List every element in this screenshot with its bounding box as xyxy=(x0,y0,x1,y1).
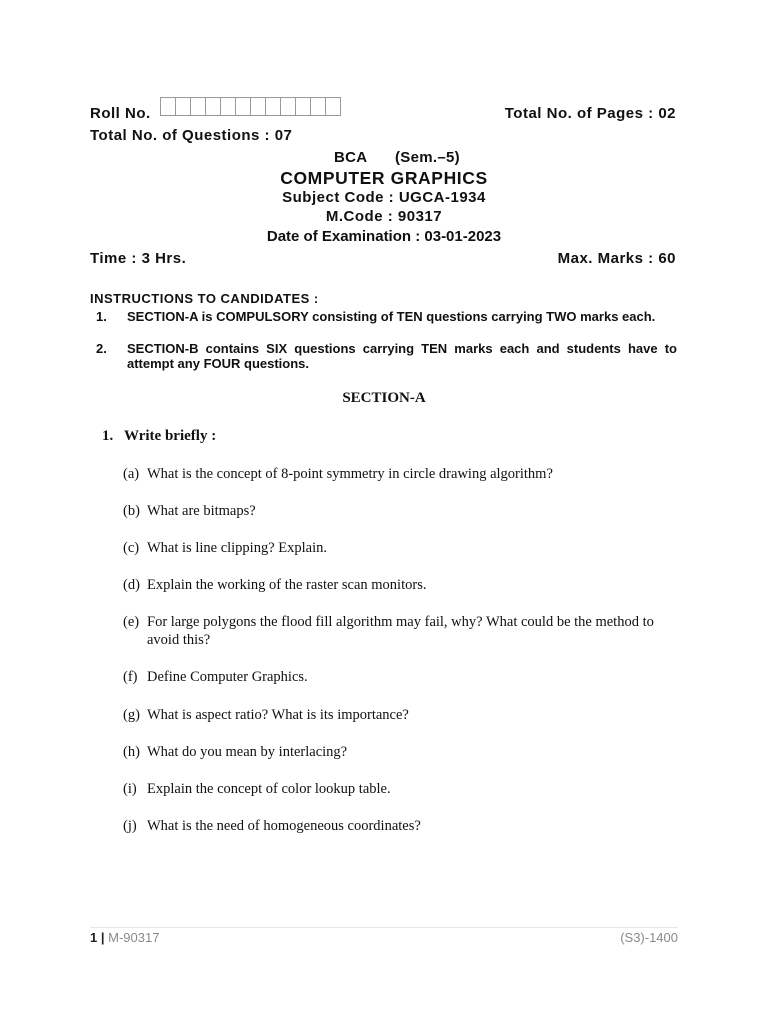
subquestion-text: Explain the concept of color lookup table. xyxy=(147,781,391,797)
subquestion-text: For large polygons the flood fill algorithm may fail, why? What could be the method to avoid this? xyxy=(147,614,654,648)
subquestion-label: (d) xyxy=(123,577,140,593)
page-footer xyxy=(90,927,678,945)
footer-separator: | xyxy=(100,930,105,945)
total-pages: Total No. of Pages : 02 xyxy=(504,105,676,122)
subquestion-text: What do you mean by interlacing? xyxy=(147,744,348,760)
course-name: BCA xyxy=(334,149,368,166)
m-code: M.Code : 90317 xyxy=(325,208,443,225)
subquestion-label: (g) xyxy=(123,707,140,723)
roll-no-label: Roll No. xyxy=(90,105,151,122)
footer-code: M-90317 xyxy=(108,930,160,945)
instructions-heading: INSTRUCTIONS TO CANDIDATES : xyxy=(90,291,319,306)
subquestion-label: (e) xyxy=(123,614,140,630)
time-allowed: Time : 3 Hrs. xyxy=(90,250,187,267)
instruction-number: 2. xyxy=(96,341,107,356)
subquestion-label: (c) xyxy=(123,540,140,556)
question-title: Write briefly : xyxy=(124,428,217,444)
subquestion-text: What are bitmaps? xyxy=(147,503,256,519)
subquestion-text: Define Computer Graphics. xyxy=(147,669,308,685)
page-number: 1 xyxy=(90,930,98,945)
instruction-text: SECTION-A is COMPULSORY consisting of TEN questions carrying TWO marks each. xyxy=(127,309,656,324)
subquestion-label: (j) xyxy=(123,818,137,834)
subquestion-text: What is the need of homogeneous coordinates? xyxy=(147,818,421,834)
subquestion-label: (h) xyxy=(123,744,140,760)
total-questions: Total No. of Questions : 07 xyxy=(90,127,293,144)
subquestion-text: What is line clipping? Explain. xyxy=(147,540,327,556)
question-number: 1. xyxy=(102,428,114,444)
subquestion-label: (b) xyxy=(123,503,140,519)
semester: (Sem.–5) xyxy=(395,149,460,166)
section-title: SECTION-A xyxy=(342,390,426,406)
subquestion-label: (a) xyxy=(123,466,140,482)
subquestion-text: Explain the working of the raster scan monitors. xyxy=(147,577,427,593)
subquestion-text: What is the concept of 8-point symmetry in circle drawing algorithm? xyxy=(147,466,553,482)
footer-print-code: (S3)-1400 xyxy=(620,930,678,945)
exam-date: Date of Examination : 03-01-2023 xyxy=(266,228,502,245)
instruction-number: 1. xyxy=(96,309,107,324)
subquestion-label: (i) xyxy=(123,781,137,797)
max-marks: Max. Marks : 60 xyxy=(557,250,676,267)
subquestion-text: What is aspect ratio? What is its importance? xyxy=(147,707,409,723)
roll-number-boxes[interactable] xyxy=(160,97,340,116)
instruction-text: SECTION-B contains SIX questions carrying TEN marks each and students have to attempt any FOUR questions. xyxy=(127,341,677,371)
subject-title: COMPUTER GRAPHICS xyxy=(280,168,488,188)
subject-code: Subject Code : UGCA-1934 xyxy=(282,189,486,206)
subquestion-label: (f) xyxy=(123,669,138,685)
